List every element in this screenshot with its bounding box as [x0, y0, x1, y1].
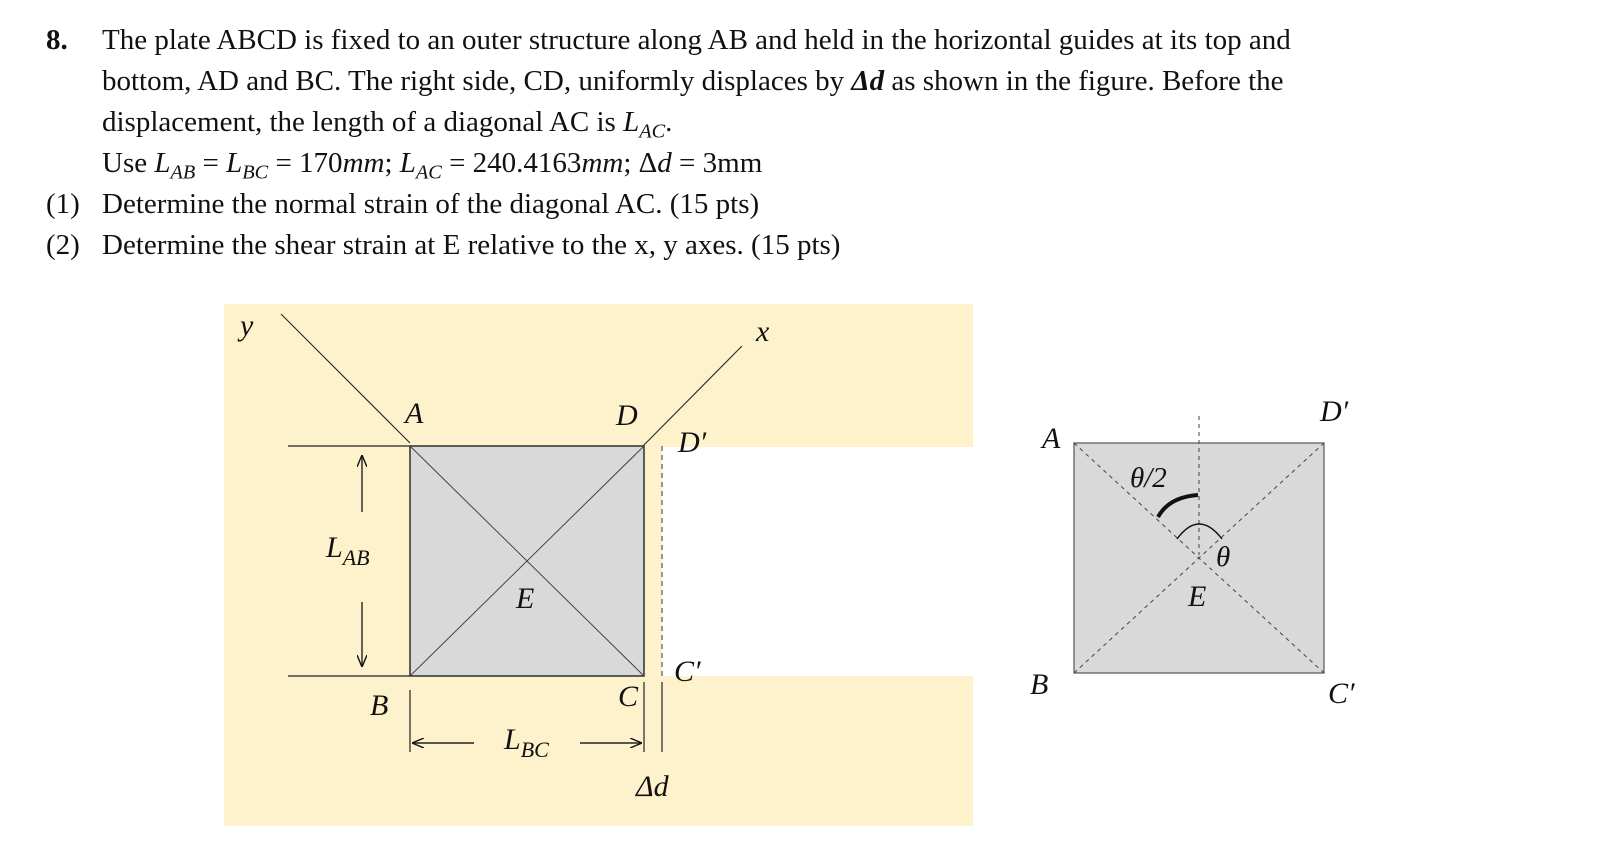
- given-eq4: = 3mm: [671, 147, 763, 179]
- delta-d-symbol: Δd: [851, 65, 885, 97]
- label-e: E: [516, 582, 535, 615]
- label-lab-sub: AB: [342, 545, 370, 570]
- label-d-prime-right: D′: [1320, 395, 1349, 428]
- label-b: B: [370, 689, 389, 722]
- given-eq2: = 170: [268, 147, 343, 179]
- lac-symbol: L: [623, 106, 640, 138]
- given-eq1: =: [195, 147, 227, 179]
- label-e-right: E: [1188, 580, 1207, 613]
- given-lbc: L: [226, 147, 243, 179]
- part-1-number: (1): [46, 188, 80, 220]
- label-c-prime-right: C′: [1328, 677, 1355, 710]
- x-axis-label: x: [756, 315, 770, 348]
- given-lac-sub: AC: [415, 161, 442, 184]
- label-b-right: B: [1030, 668, 1049, 701]
- label-lbc-l: L: [504, 723, 521, 756]
- given-eq3: = 240.4163: [441, 147, 582, 179]
- given-lbc-sub: BC: [242, 161, 269, 184]
- given-lac: L: [399, 147, 416, 179]
- label-theta: θ: [1216, 541, 1231, 573]
- given-use: Use: [102, 147, 148, 179]
- given-mm1: mm: [342, 147, 385, 179]
- y-axis-label: y: [240, 309, 254, 342]
- label-c-prime: C′: [674, 655, 701, 688]
- label-a-right: A: [1042, 422, 1061, 455]
- label-c: C: [618, 680, 639, 713]
- problem-number: 8.: [46, 24, 68, 56]
- problem-text-2-end: as shown in the figure. Before the: [891, 65, 1284, 97]
- given-lab-sub: AB: [170, 161, 196, 184]
- label-d: D: [616, 399, 638, 432]
- given-d: d: [657, 147, 672, 179]
- part-2-text: Determine the shear strain at E relative to the x, y axes. (15 pts): [102, 229, 841, 261]
- left-figure: [224, 304, 973, 826]
- right-figure: [1030, 395, 1355, 710]
- label-d-prime: D′: [678, 426, 707, 459]
- label-a: A: [405, 397, 424, 430]
- label-half-theta: θ/2: [1130, 462, 1167, 494]
- given-sep2: ; Δ: [623, 147, 658, 179]
- given-sep1: ;: [384, 147, 400, 179]
- label-lbc-sub: BC: [520, 737, 549, 762]
- lac-subscript: AC: [639, 120, 666, 143]
- problem-text-3: displacement, the length of a diagonal AC is: [102, 106, 616, 138]
- part-2-number: (2): [46, 229, 80, 261]
- problem-text-2: bottom, AD and BC. The right side, CD, uniformly displaces by: [102, 65, 845, 97]
- part-1-text: Determine the normal strain of the diagonal AC. (15 pts): [102, 188, 760, 220]
- problem-text-3-end: .: [665, 106, 673, 138]
- problem-text-1: The plate ABCD is fixed to an outer structure along AB and held in the horizontal guides at its top and: [102, 24, 1291, 56]
- label-delta-d: Δd: [636, 770, 669, 803]
- given-lab: L: [154, 147, 171, 179]
- given-mm2: mm: [581, 147, 624, 179]
- label-lab-l: L: [326, 531, 343, 564]
